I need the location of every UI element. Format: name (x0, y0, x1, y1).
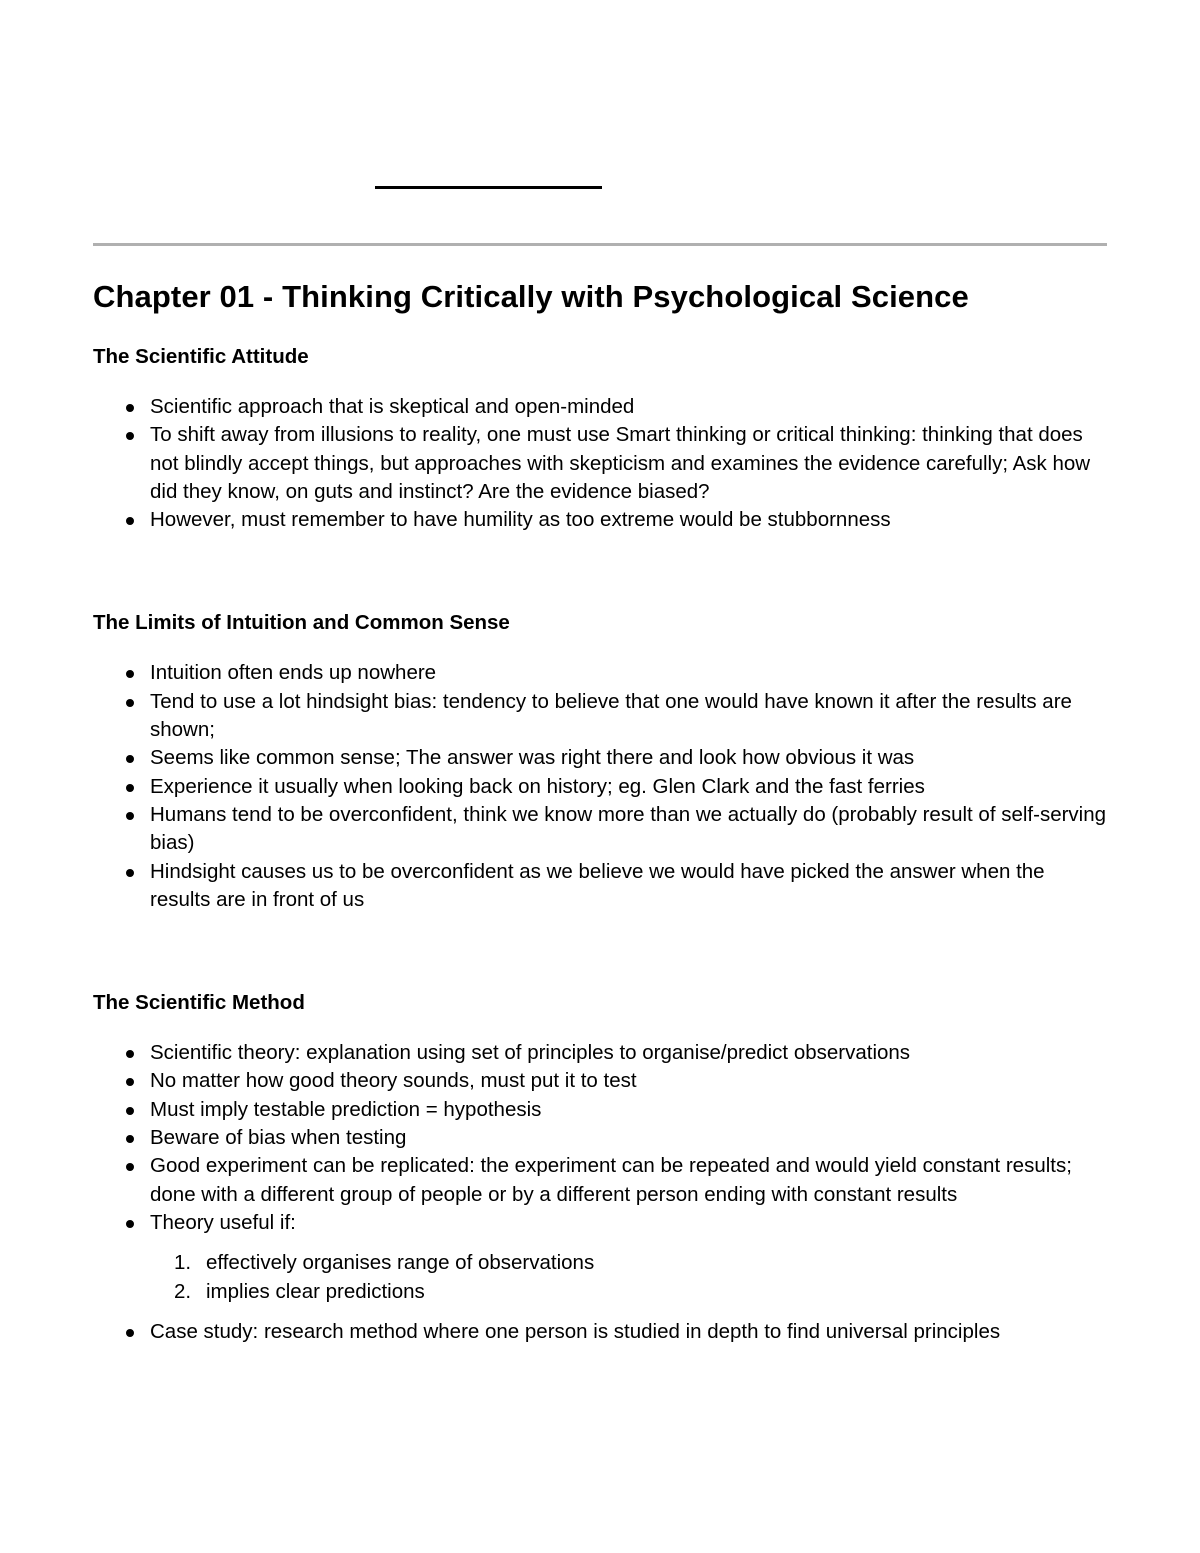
list-item-text: Beware of bias when testing (150, 1126, 407, 1150)
list-item (93, 1209, 1108, 1237)
numbered-list-wrap (93, 1249, 1108, 1306)
list-item (93, 1096, 1108, 1124)
list-item-text: Scientific approach that is skeptical and open-minded (150, 395, 635, 418)
bullet-list (93, 1318, 1108, 1346)
list-item (93, 1318, 1108, 1346)
horizontal-divider (93, 243, 1107, 246)
list-item (93, 1152, 1108, 1209)
bullet-icon (126, 1107, 134, 1115)
bullet-icon (126, 1329, 134, 1337)
bullet-icon (126, 1050, 134, 1058)
bullet-list (93, 659, 1108, 914)
list-item (93, 393, 1108, 421)
list-item-text: Scientific theory: explanation using set of principles to organise/predict observations (150, 1041, 911, 1065)
numbered-item-text: effectively organises range of observations (206, 1251, 595, 1275)
document-body (93, 275, 1108, 1346)
list-item (93, 688, 1108, 745)
numbered-item (93, 1278, 1108, 1306)
bullet-icon (126, 517, 134, 525)
list-item (93, 659, 1108, 687)
page-title: Chapter 01 - Thinking Critically with Psychological Science (93, 279, 969, 314)
list-item-text: Theory useful if: (150, 1210, 296, 1234)
bullet-icon (126, 670, 134, 678)
bullet-icon (126, 404, 134, 412)
bullet-icon (126, 755, 134, 763)
bullet-icon (126, 1163, 134, 1171)
list-item (93, 801, 1108, 858)
list-item-text: Case study: research method where one person is studied in depth to find universal principles (150, 1319, 1001, 1343)
list-item (93, 744, 1108, 772)
numbered-item (93, 1249, 1108, 1277)
list-item (93, 1039, 1108, 1067)
bullet-icon (126, 812, 134, 820)
list-item-text: However, must remember to have humility as too extreme would be stubbornness (150, 508, 891, 532)
list-item-text: Hindsight causes us to be overconfident as we believe we would have picked the answer when the results are in front of us (150, 859, 1045, 911)
list-item-text: Good experiment can be replicated: the experiment can be repeated and would yield constant results; done with a different group of people or by a different person ending with constant results (150, 1154, 1072, 1206)
bullet-icon (126, 1135, 134, 1143)
section-heading-limits-of-intuition: The Limits of Intuition and Common Sense (93, 611, 510, 635)
bullet-icon (126, 699, 134, 707)
section-heading-scientific-method: The Scientific Method (93, 991, 305, 1015)
list-item-text: To shift away from illusions to reality, one must use Smart thinking or critical thinking: thinking that does not blindly accept things, but approaches with skepticism and examines the evidence carefully; Ask how did they know, on guts and instinct? Are the evidence biased? (150, 423, 1091, 503)
list-item (93, 1067, 1108, 1095)
list-item-text: Experience it usually when looking back on history; eg. Glen Clark and the fast ferries (150, 774, 925, 798)
list-item (93, 506, 1108, 534)
list-item-text: Intuition often ends up nowhere (150, 661, 437, 685)
bullet-icon (126, 1078, 134, 1086)
list-item (93, 421, 1108, 506)
list-item-text: Must imply testable prediction = hypothesis (150, 1097, 542, 1121)
bullet-list (93, 1039, 1108, 1237)
list-item (93, 858, 1108, 915)
list-item (93, 773, 1108, 801)
list-item-text: Humans tend to be overconfident, think we know more than we actually do (probably result of self-serving bias) (150, 802, 1107, 855)
bullet-icon (126, 784, 134, 792)
bullet-icon (126, 1220, 134, 1228)
section-heading-scientific-attitude: The Scientific Attitude (93, 345, 309, 368)
bullet-list (93, 393, 1108, 534)
list-item-text: Seems like common sense; The answer was right there and look how obvious it was (150, 746, 915, 770)
list-item-text: No matter how good theory sounds, must put it to test (150, 1069, 637, 1093)
list-item-text: Tend to use a lot hindsight bias: tendency to believe that one would have known it after the results are shown; (150, 689, 1072, 742)
item-number: 1. (174, 1251, 192, 1275)
item-number: 2. (174, 1279, 192, 1303)
numbered-list (93, 1249, 1108, 1306)
numbered-item-text: implies clear predictions (206, 1279, 425, 1303)
list-item (93, 1124, 1108, 1152)
bullet-icon (126, 869, 134, 877)
signature-line (375, 186, 602, 189)
bullet-icon (126, 432, 134, 440)
